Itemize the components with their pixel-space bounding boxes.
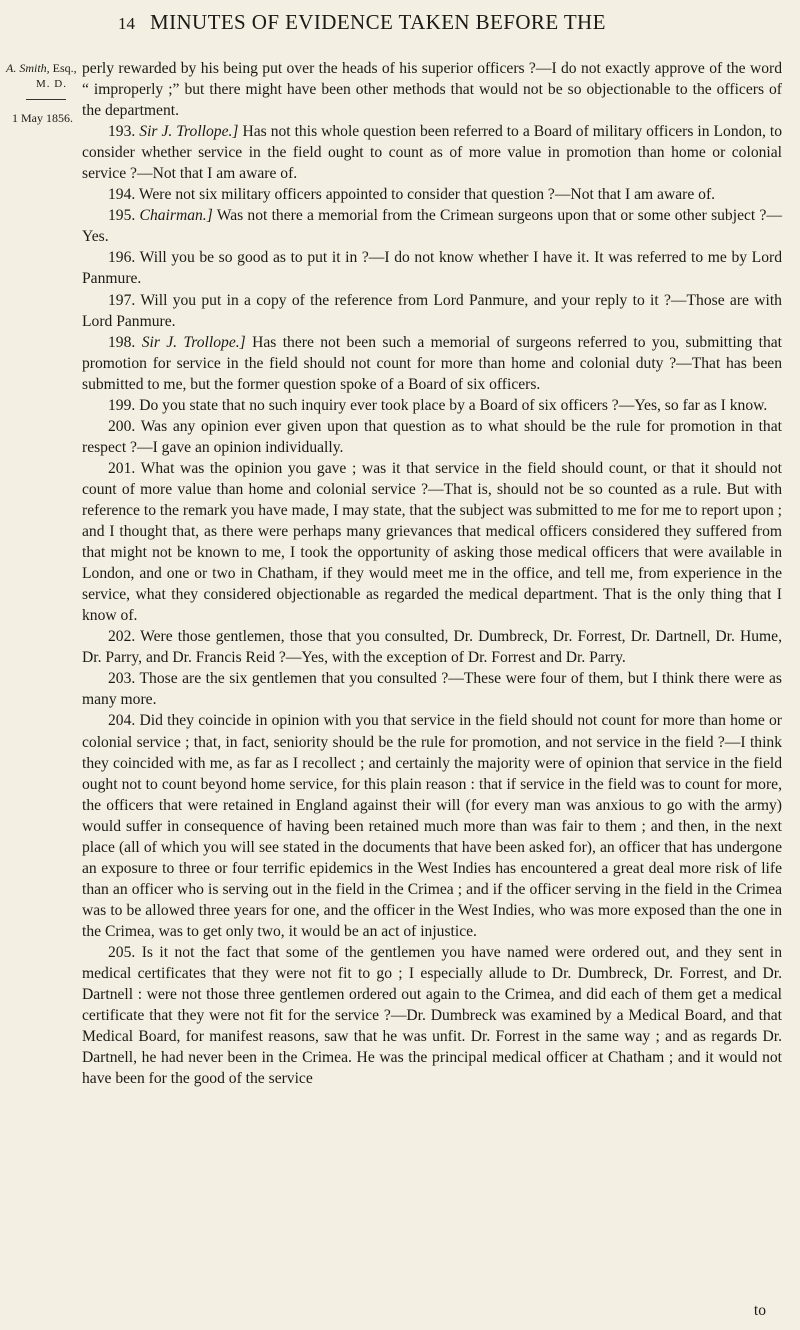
evidence-paragraph: 205. Is it not the fact that some of the gentlemen you have named were ordered out, and they sent in medical certificates that they were not fit to go ; I especially allude to Dr. Dumbreck, Dr. Forrest, and Dr. Dartnell : were not those three gentlemen ordered out again to the Crimea, and did each of them get a medical certificate that they were not fit for the service ?—Dr. Dumbreck was examined by a Medical Board, and that Medical Board, for manifest reasons, saw that he was unfit. Dr. Forrest in the same way ; and as regards Dr. Dartnell, he had never been in the Crimea. He was the principal medical officer at Chatham ; and it would not have been for the good of the service [82, 943, 782, 1088]
evidence-paragraph: 204. Did they coincide in opinion with you that service in the field should not count for more than home or colonial service ; that, in fact, seniority should be the rule for promotion, and not service in the field ?—I think they coincided with me, as far as I recollect ; and certainly the majority were of opinion that service in the field ought not to count beyond home service, for this plain reason : that if service in the field was to count for more, the officers that were retained in England against their will (for every man was anxious to go with the army) would suffer in consequence of having been retained much more than was fair to them ; and then, in the next place (all of which you will see stated in the documents that have been asked for), an officer that has undergone an exposure to three or four terrific epidemics in the West Indies has encountered a great deal more risk of life than an officer who is serving out in the field in the Crimea ; and if the officer serving in the field in the Crimea was to be allowed three years for one, and the officer in the West Indies, who was more exposed than the one in the Crimea, was to get only two, it would be an act of injustice. [82, 712, 782, 940]
evidence-text [82, 58, 782, 1089]
question-number: 197. [108, 291, 136, 309]
question-number: 201. [108, 459, 136, 477]
evidence-paragraph: 203. Those are the six gentlemen that you consulted ?—These were four of them, but I think there were as many more. [82, 670, 782, 709]
witness-name: A. Smith, [6, 61, 50, 75]
evidence-paragraph: 199. Do you state that no such inquiry ever took place by a Board of six officers ?—Yes, so far as I know. [108, 396, 768, 414]
evidence-paragraph: 200. Was any opinion ever given upon that question as to what should be the rule for promotion in that respect ?—I gave an opinion individually. [82, 417, 782, 456]
speaker: Sir J. Trollope.] [141, 333, 246, 351]
evidence-paragraph: perly rewarded by his being put over the heads of his superior officers ?—I do not exactly approve of the word “ improperly ;” but there might have been other methods that would not be so objectionable to the officers of the department. [82, 60, 782, 120]
evidence-paragraph: 194. Were not six military officers appointed to consider that question ?—Not that I am aware of. [108, 186, 716, 204]
evidence-paragraph: 201. What was the opinion you gave ; was it that service in the field should count, or that it should not count of more value than home and colonial service ?—That is, should not be so counted as a rule. But with reference to the remark you have made, I may state, that the subject was submitted to me for me to report upon ; and I thought that, as there were perhaps many grievances that medical officers considered they suffered from that might not be known to me, I took the opportunity of asking those medical officers that were available in London, and one or two in Chatham, if they would meet me in the office, and tell me, from experience in the service, what they considered objectionable as regarded the medical department. That is the only thing that I know of. [82, 459, 782, 625]
question-number: 200. [108, 417, 136, 435]
evidence-paragraph: 198. Sir J. Trollope.] Has there not been such a memorial of surgeons referred to you, submitting that promotion for service in the field should not count for more than home and colonial duty ?—That has been submitted to me, but the former question spoke of a Board of six officers. [82, 333, 783, 393]
speaker: Chairman.] [139, 207, 213, 225]
question-number: 194. [108, 186, 136, 204]
question-number: 203. [108, 670, 136, 688]
evidence-paragraph: 195. Chairman.] Was not there a memorial from the Crimean surgeons upon that or some other subject ?—Yes. [82, 207, 782, 246]
question-number: 198. [108, 333, 136, 351]
catchword: to [753, 1302, 766, 1319]
page-number: 14 [118, 14, 135, 33]
evidence-paragraph: 202. Were those gentlemen, those that you consulted, Dr. Dumbreck, Dr. Forrest, Dr. Dartnell, Dr. Hume, Dr. Parry, and Dr. Francis Reid ?—Yes, with the exception of Dr. Forrest and Dr. Parry. [82, 628, 782, 667]
question-number: 195. [108, 207, 136, 225]
question-number: 202. [108, 628, 136, 646]
evidence-paragraph: 196. Will you be so good as to put it in ?—I do not know whether I have it. It was referred to me by Lord Panmure. [82, 249, 782, 288]
question-number: 204. [108, 712, 136, 730]
question-number: 205. [108, 943, 136, 961]
witness-suffix: Esq., [52, 61, 77, 75]
speaker: Sir J. Trollope.] [139, 123, 239, 141]
question-number: 196. [108, 249, 136, 267]
question-number: 199. [108, 396, 136, 414]
evidence-paragraph: 193. Sir J. Trollope.] Has not this whole question been referred to a Board of military officers in London, to consider whether service in the field ought to count as of more value in promotion than home or colonial service ?—Not that I am aware of. [82, 123, 783, 183]
evidence-paragraph: 197. Will you put in a copy of the reference from Lord Panmure, and your reply to it ?—Those are with Lord Panmure. [82, 291, 782, 330]
evidence-date: 1 May 1856. [12, 111, 73, 125]
sidenote-rule [26, 99, 66, 100]
running-head: MINUTES OF EVIDENCE TAKEN BEFORE THE [150, 10, 606, 34]
question-number: 193. [108, 123, 136, 141]
witness-degree: M. D. [36, 78, 67, 90]
witness-sidenote [6, 60, 77, 76]
